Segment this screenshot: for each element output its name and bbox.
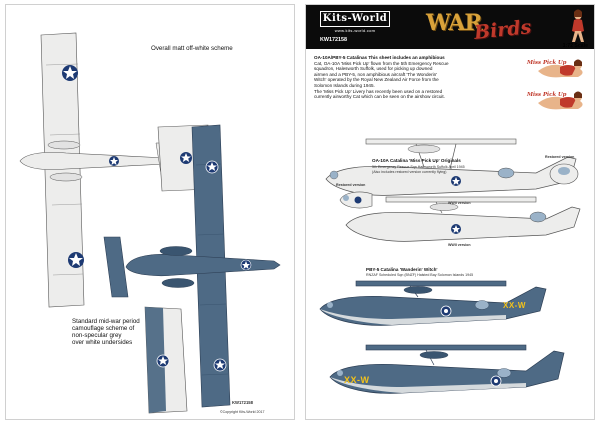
cat1-title: OA-10A Catalina 'Miss Pick Up' Originals — [372, 158, 461, 163]
intro-line: airmen and a PBY-5, non amphibious aircraft 'The Wonderin' — [314, 71, 438, 77]
cat1-subtitle-2: (Also includes restored version currently flying) — [372, 170, 447, 174]
left-footer-code: KW172158 — [232, 400, 253, 405]
intro-line: The 'Miss Pick Up' Livery has recently been used on a restored — [314, 88, 443, 94]
intro-line: Solomon Islands during 1945. — [314, 82, 375, 88]
war-birds-title-war: WAR — [426, 10, 482, 36]
camouflage-note-line: camouflage scheme of — [72, 325, 135, 333]
fuselage-code-upper: XX-W — [503, 301, 526, 310]
kits-world-logo: Kits-World — [320, 11, 390, 27]
camouflage-note-line: Standard mid-war period — [72, 318, 140, 325]
restored-label-left: Restored version — [336, 183, 366, 187]
header-banner — [306, 5, 595, 49]
wanderin-witch-side-profile-1 — [306, 275, 595, 335]
cat2-title: PBY-5 Catalina 'Wanderin' Witch' — [366, 267, 438, 272]
matt-scheme-note: Overall matt off-white scheme — [151, 45, 233, 52]
intro-line: currently airworthy Cat which can be seen on the airshow circuit. — [314, 94, 445, 100]
cat2-subtitle: RNZAF Scheduled Sqn (BNZF) Halsted Bay Solomon Islands 1945 — [366, 273, 474, 277]
cat1-subtitle-1: 5th Emergency Rescue Sqn Halesworth Suffolk April 1945 — [372, 165, 465, 169]
restored-front-detail — [544, 159, 584, 189]
restored-label-top: Restored version — [545, 155, 575, 159]
intro-paragraph — [314, 55, 529, 100]
camouflage-note-line: non-specular grey — [72, 332, 122, 340]
intro-line: squadron, Halesworth Suffolk, used for picking up downed — [314, 66, 433, 72]
scale-label: 1:72 Scale — [562, 43, 588, 49]
fuselage-code-lower: XX-W — [344, 375, 370, 385]
kits-world-website: www.kits-world.com — [334, 28, 376, 33]
restored-nose-detail — [336, 184, 376, 214]
nose-art-label-2: Miss Pick Up — [527, 92, 567, 98]
camouflage-note — [72, 318, 140, 347]
wwii-label-2: WWII version — [448, 243, 471, 247]
left-instruction-sheet — [5, 4, 295, 420]
pinup-logo-figure — [566, 9, 590, 43]
war-birds-title-birds: Birds — [473, 16, 533, 44]
product-code: KW172158 — [320, 37, 347, 43]
nose-art-label-1: Miss Pick Up — [527, 60, 567, 66]
wwii-label-1: WWII version — [448, 201, 471, 205]
camouflage-wing-panel — [141, 305, 191, 415]
intro-line: Witch' operated by the Royal New Zealand Air Force from the — [314, 77, 439, 83]
intro-line: Cat, OA-10A 'Miss Pick Up' flown from the 5th Emergency Rescue — [314, 60, 449, 66]
right-decal-sheet — [305, 4, 595, 420]
camouflage-note-line: over white undersides — [72, 339, 133, 347]
intro-line: OA-10A/PBY-5 Catalinas This sheet includes an amphibious — [314, 55, 445, 60]
left-copyright: ©Copyright Kits-World 2017 — [220, 410, 265, 414]
